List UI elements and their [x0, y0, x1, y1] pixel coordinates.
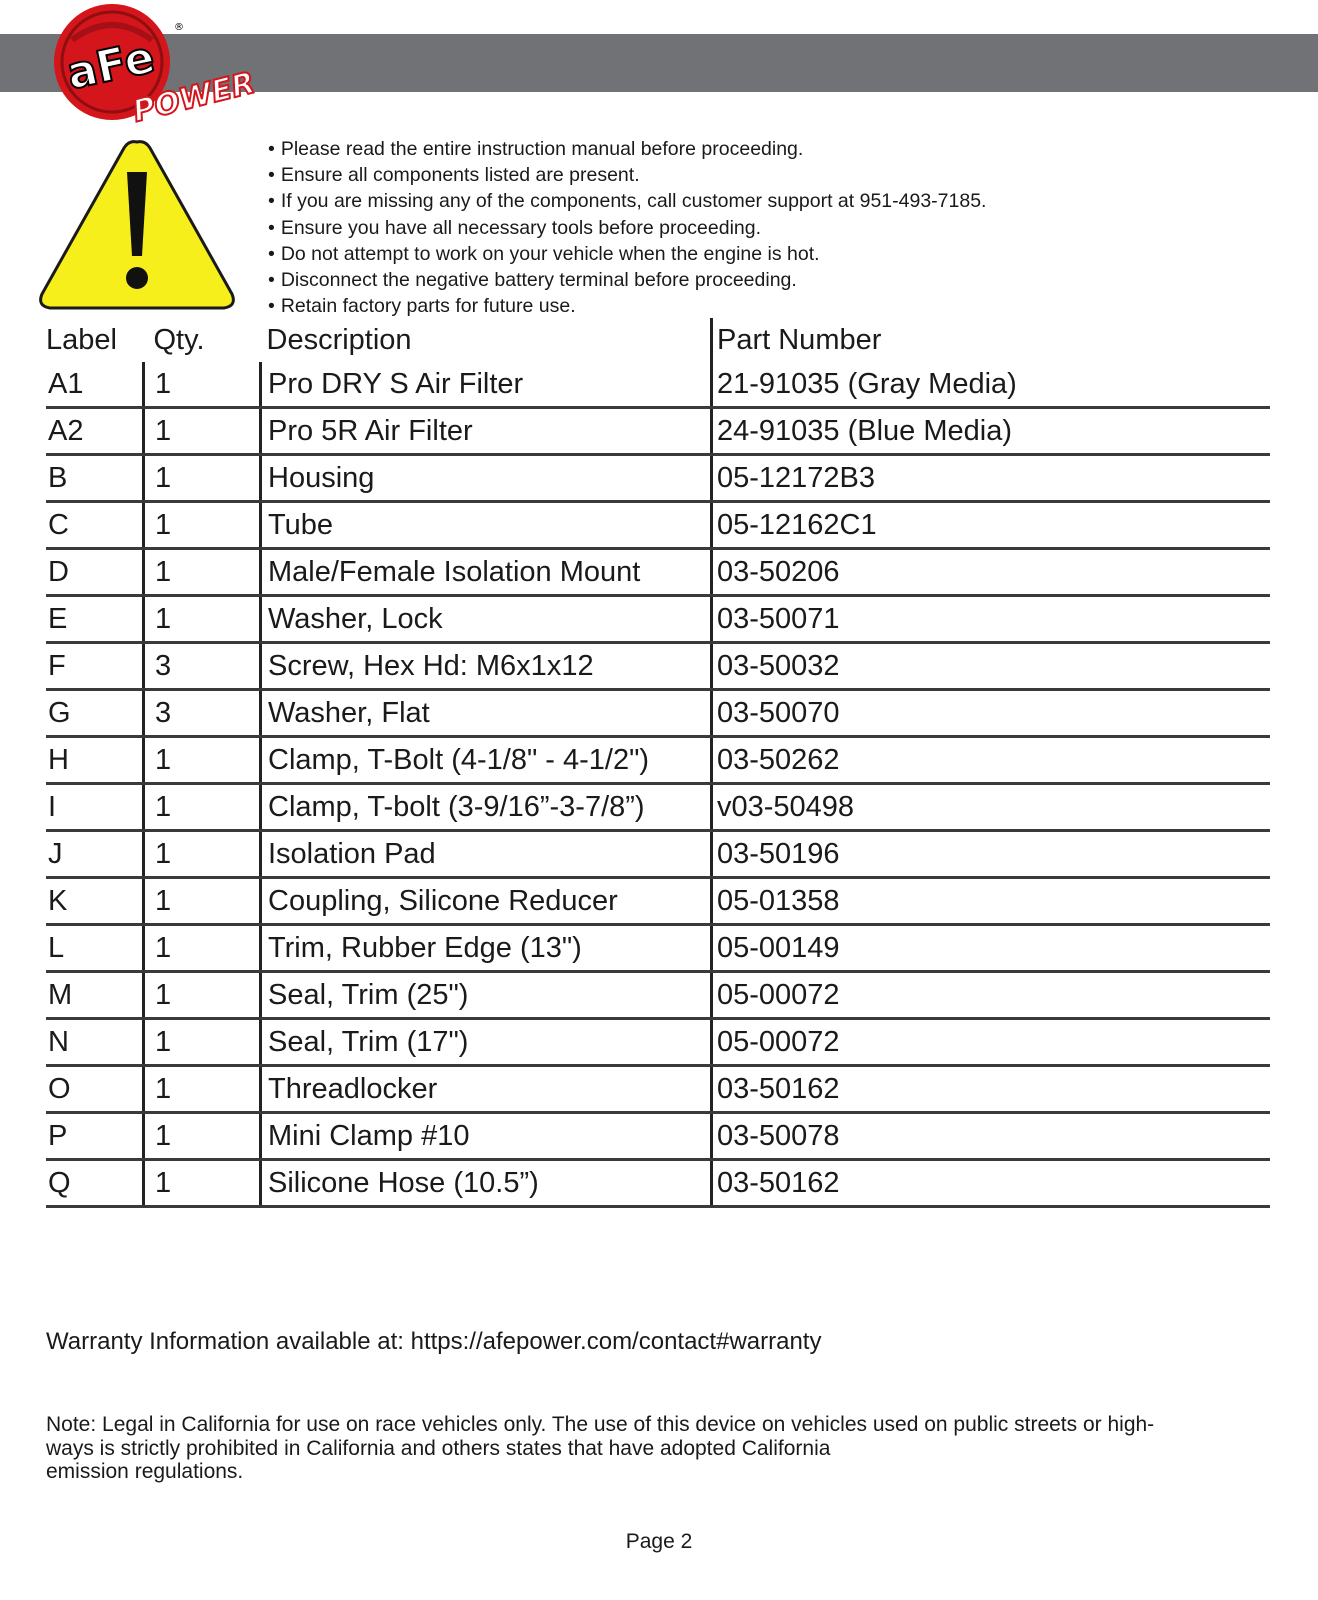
- cell-label: D: [46, 549, 144, 596]
- header-description: Description: [266, 323, 412, 356]
- cell-label: O: [46, 1066, 144, 1113]
- cell-description: Washer, Lock: [261, 596, 712, 643]
- svg-text:POWER: POWER: [129, 65, 259, 130]
- table-row: [46, 1160, 1270, 1207]
- cell-description: Mini Clamp #10: [261, 1113, 712, 1160]
- cell-label: Q: [46, 1160, 144, 1207]
- cell-part-number: 05-00072: [712, 972, 1271, 1019]
- instruction-item: • Do not attempt to work on your vehicle when the engine is hot.: [268, 241, 986, 267]
- cell-description: Housing: [261, 455, 712, 502]
- cell-qty: 1: [144, 1160, 261, 1207]
- cell-part-number: 03-50078: [712, 1113, 1271, 1160]
- table-row: [46, 643, 1270, 690]
- cell-label: M: [46, 972, 144, 1019]
- cell-part-number: 05-01358: [712, 878, 1271, 925]
- legal-note-line: ways is strictly prohibited in California and others states that have adopted California: [46, 1436, 831, 1460]
- cell-part-number: v03-50498: [712, 784, 1271, 831]
- afe-power-logo: [52, 0, 262, 130]
- instruction-list: [268, 136, 986, 319]
- cell-part-number: 05-12162C1: [712, 502, 1271, 549]
- cell-description: Male/Female Isolation Mount: [261, 549, 712, 596]
- cell-part-number: 03-50070: [712, 690, 1271, 737]
- cell-part-number: 03-50262: [712, 737, 1271, 784]
- cell-qty: 3: [144, 690, 261, 737]
- table-row: [46, 1019, 1270, 1066]
- legal-note-line: emission regulations.: [46, 1460, 244, 1483]
- cell-label: G: [46, 690, 144, 737]
- cell-part-number: 03-50206: [712, 549, 1271, 596]
- table-row: [46, 455, 1270, 502]
- cell-label: P: [46, 1113, 144, 1160]
- table-row: [46, 1066, 1270, 1113]
- header-qty: Qty.: [153, 323, 205, 356]
- table-row: [46, 831, 1270, 878]
- legal-note: [46, 1413, 1226, 1484]
- cell-part-number: 03-50162: [712, 1066, 1271, 1113]
- instruction-item: • Retain factory parts for future use.: [268, 293, 986, 319]
- warranty-info: Warranty Information available at: https://afepower.com/contact#warranty: [46, 1328, 822, 1355]
- page-number: Page 2: [625, 1530, 693, 1553]
- cell-qty: 1: [144, 596, 261, 643]
- cell-qty: 1: [144, 455, 261, 502]
- cell-part-number: 03-50196: [712, 831, 1271, 878]
- table-row: [46, 408, 1270, 455]
- table-row: [46, 737, 1270, 784]
- cell-qty: 1: [144, 549, 261, 596]
- cell-description: Seal, Trim (25"): [261, 972, 712, 1019]
- cell-qty: 1: [144, 362, 261, 408]
- cell-label: E: [46, 596, 144, 643]
- cell-description: Trim, Rubber Edge (13"): [261, 925, 712, 972]
- cell-description: Screw, Hex Hd: M6x1x12: [261, 643, 712, 690]
- instruction-item: • Please read the entire instruction manual before proceeding.: [268, 136, 986, 162]
- cell-part-number: 05-00072: [712, 1019, 1271, 1066]
- cell-qty: 1: [144, 1019, 261, 1066]
- instruction-item: • Ensure you have all necessary tools before proceeding.: [268, 215, 986, 241]
- table-row: [46, 502, 1270, 549]
- cell-description: Washer, Flat: [261, 690, 712, 737]
- warning-triangle-icon: [34, 136, 240, 314]
- table-row: [46, 784, 1270, 831]
- cell-label: B: [46, 455, 144, 502]
- cell-description: Seal, Trim (17"): [261, 1019, 712, 1066]
- table-row: [46, 878, 1270, 925]
- cell-label: A1: [46, 362, 144, 408]
- cell-label: J: [46, 831, 144, 878]
- cell-description: Pro 5R Air Filter: [261, 408, 712, 455]
- cell-description: Tube: [261, 502, 712, 549]
- instruction-item: • Disconnect the negative battery terminal before proceeding.: [268, 267, 986, 293]
- cell-label: H: [46, 737, 144, 784]
- cell-description: Silicone Hose (10.5”): [261, 1160, 712, 1207]
- svg-text:®: ®: [174, 22, 184, 33]
- cell-description: Isolation Pad: [261, 831, 712, 878]
- table-row: [46, 549, 1270, 596]
- parts-table: [46, 318, 1270, 1208]
- table-row: [46, 925, 1270, 972]
- cell-part-number: 03-50032: [712, 643, 1271, 690]
- parts-table-body: [46, 362, 1270, 1207]
- cell-label: K: [46, 878, 144, 925]
- cell-label: F: [46, 643, 144, 690]
- cell-qty: 1: [144, 831, 261, 878]
- cell-qty: 1: [144, 784, 261, 831]
- cell-qty: 1: [144, 737, 261, 784]
- table-row: [46, 596, 1270, 643]
- cell-description: Threadlocker: [261, 1066, 712, 1113]
- cell-part-number: 05-00149: [712, 925, 1271, 972]
- cell-qty: 1: [144, 502, 261, 549]
- cell-label: I: [46, 784, 144, 831]
- cell-part-number: 05-12172B3: [712, 455, 1271, 502]
- table-header-row: [46, 318, 1270, 362]
- table-row: [46, 690, 1270, 737]
- cell-label: A2: [46, 408, 144, 455]
- table-row: [46, 972, 1270, 1019]
- header-label: Label: [46, 323, 117, 356]
- cell-description: Clamp, T-bolt (3-9/16”-3-7/8”): [261, 784, 712, 831]
- legal-note-line: Note: Legal in California for use on race vehicles only. The use of this device on vehicles used on public streets or high-: [46, 1413, 1155, 1436]
- cell-description: Clamp, T-Bolt (4-1/8" - 4-1/2"): [261, 737, 712, 784]
- cell-label: C: [46, 502, 144, 549]
- instruction-item: • Ensure all components listed are present.: [268, 162, 986, 188]
- cell-part-number: 03-50071: [712, 596, 1271, 643]
- cell-description: Pro DRY S Air Filter: [261, 362, 712, 408]
- cell-label: L: [46, 925, 144, 972]
- header-part-number: Part Number: [712, 318, 1271, 362]
- cell-part-number: 24-91035 (Blue Media): [712, 408, 1271, 455]
- table-row: [46, 362, 1270, 408]
- cell-qty: 3: [144, 643, 261, 690]
- cell-qty: 1: [144, 925, 261, 972]
- instruction-item: • If you are missing any of the components, call customer support at 951-493-7185.: [268, 188, 986, 214]
- cell-label: N: [46, 1019, 144, 1066]
- cell-part-number: 21-91035 (Gray Media): [712, 362, 1271, 408]
- cell-qty: 1: [144, 408, 261, 455]
- cell-part-number: 03-50162: [712, 1160, 1271, 1207]
- cell-description: Coupling, Silicone Reducer: [261, 878, 712, 925]
- cell-qty: 1: [144, 878, 261, 925]
- svg-text:aFe: aFe: [62, 31, 159, 100]
- cell-qty: 1: [144, 972, 261, 1019]
- table-row: [46, 1113, 1270, 1160]
- cell-qty: 1: [144, 1066, 261, 1113]
- cell-qty: 1: [144, 1113, 261, 1160]
